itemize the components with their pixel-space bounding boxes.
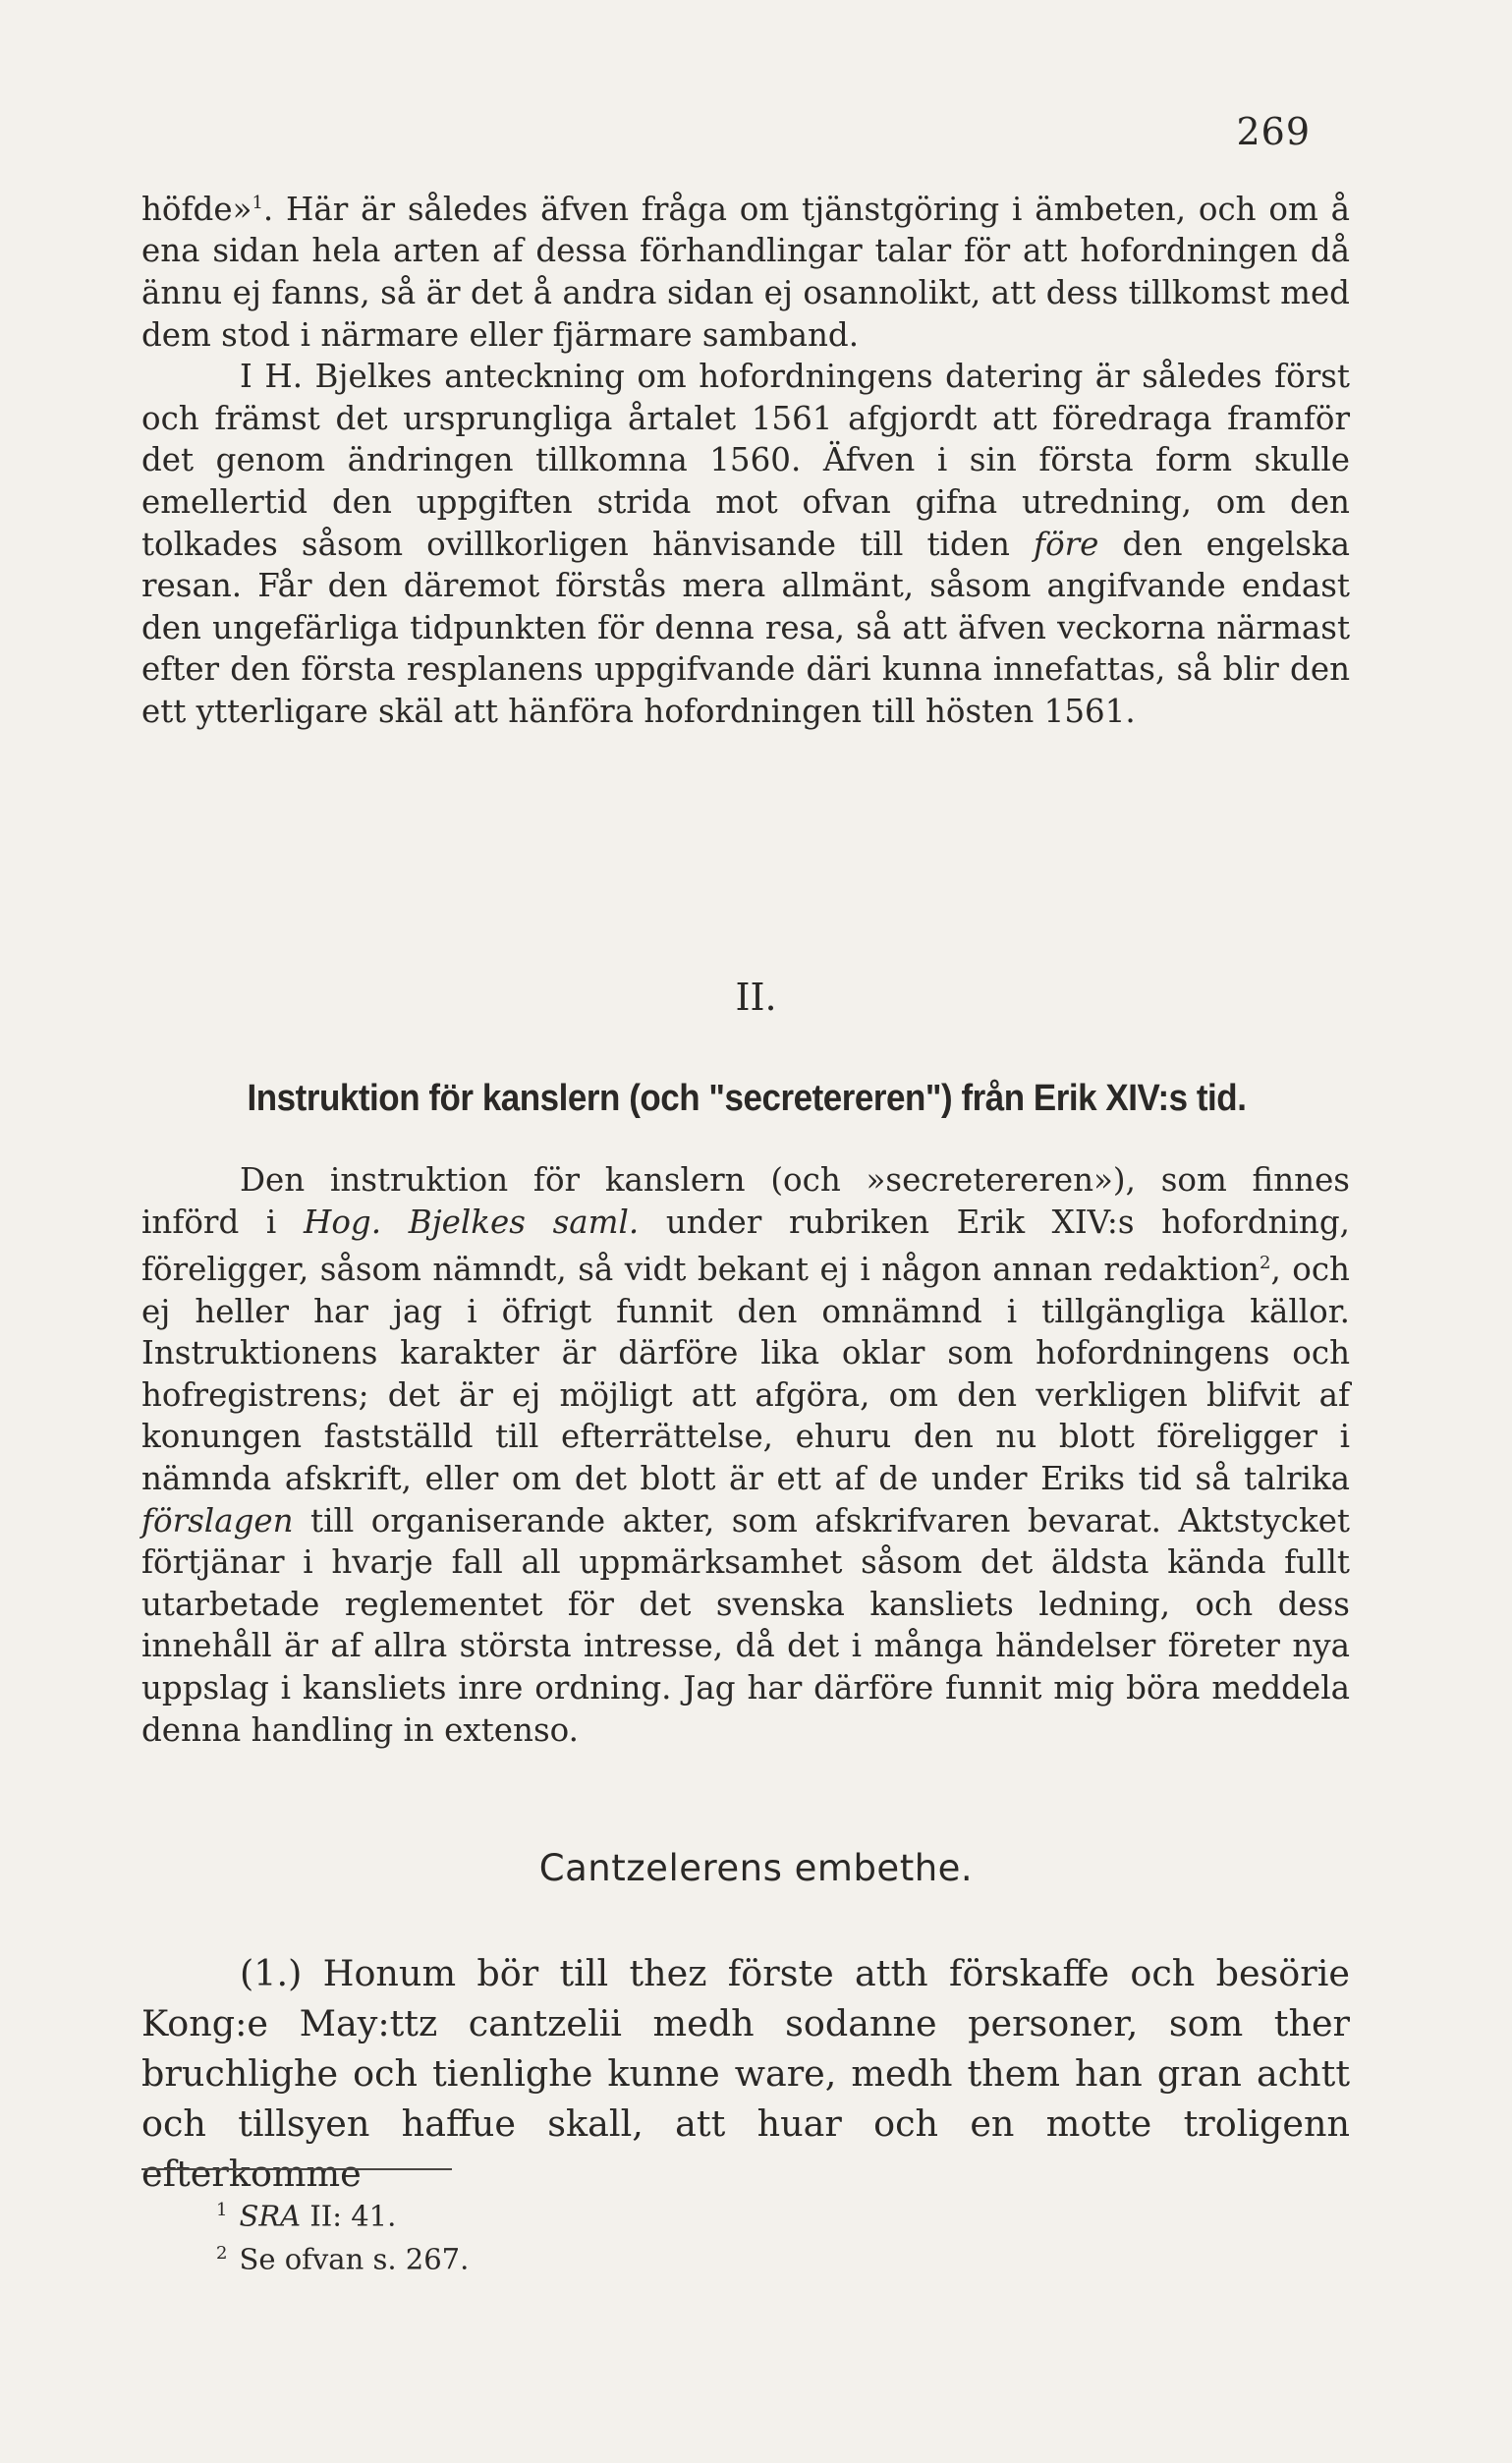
section-body (141, 1159, 1350, 1751)
paragraph-2: I H. Bjelkes anteckning om hofordningens datering är således först och främst det ursprungliga årtalet 1561 afgjordt att föredraga framför det genom ändringen tillkomna 1560. Äfven i sin första form skulle emellertid den uppgiften strida mot ofvan gifna utredning, om den tolkades såsom ovillkorligen hänvisande till tiden före den engelska resan. Får den däremot förstås mera allmänt, såsom angifvande endast den ungefärliga tidpunkten för denna resa, så att äfven veckorna närmast efter den första resplanens uppgifvande däri kunna innefattas, så blir den ett ytterligare skäl att hänföra hofordningen till hösten 1561. (141, 358, 1350, 730)
footnote-ref-1: 1 (252, 193, 263, 213)
footnotes (216, 2192, 469, 2277)
quote-paragraph: (1.) Honum bör till thez förste atth förskaffe och besörie Kong:e May:ttz cantzelii medh sodanne personer, som ther bruchlighe och tienlighe kunne ware, medh them han gran achtt och tillsyen haffue skall, att huar och en motte troligenn efterkomme (141, 1952, 1350, 2195)
footnote-2: $^2$ Se ofvan s. 267. (216, 2242, 470, 2276)
footnote-divider (141, 2168, 452, 2170)
page-number: 269 (1236, 110, 1311, 153)
section-number: II. (735, 976, 777, 1019)
section-title: Instruktion för kanslern (och "secretereren") från Erik XIV:s tid. (247, 1078, 1247, 1119)
footnote-ref-2: 2 (1260, 1253, 1271, 1274)
paragraph-3: Den instruktion för kanslern (och »secretereren»), som finnes införd i Hog. Bjelkes saml. under rubriken Erik XIV:s hofordning, föreligger, såsom nämndt, så vidt bekant ej i någon annan redaktion$^2$, och ej heller har jag i öfrigt funnit den omnämnd i tillgängliga källor. Instruktionens karakter är därföre lika oklar som hofordningens och hofregistrens; det är ej möjligt att afgöra, om den verkligen blifvit af konungen fastställd till efterrättelse, ehuru den nu blott föreligger i nämnda afskrift, eller om det blott är ett af de under Eriks tid så talrika förslagen till organiserande akter, som afskrifvaren bevarat. Aktstycket förtjänar i hvarje fall all uppmärksamhet såsom det äldsta kända fullt utarbetade reglementet för det svenska kansliets ledning, och dess innehåll är af allra största intresse, då det i många händelser företer nya uppslag i kansliets inre ordning. Jag har därföre funnit mig böra meddela denna handling in extenso. (141, 1161, 1350, 1749)
quoted-document (141, 1948, 1350, 2199)
footnote-1: $^1$ SRA II: 41. (216, 2199, 397, 2233)
paragraph-1: höfde»$^1$. Här är således äfven fråga om tjänstgöring i ämbeten, och om å ena sidan hela arten af dessa förhandlingar talar för att hofordningen då ännu ej fanns, så är det å andra sidan ej osannolikt, att dess tillkomst med dem stod i närmare eller fjärmare samband. (141, 190, 1350, 354)
intro-text-block (141, 183, 1350, 733)
document-subheading: Cantzelerens embethe. (538, 1847, 974, 1889)
